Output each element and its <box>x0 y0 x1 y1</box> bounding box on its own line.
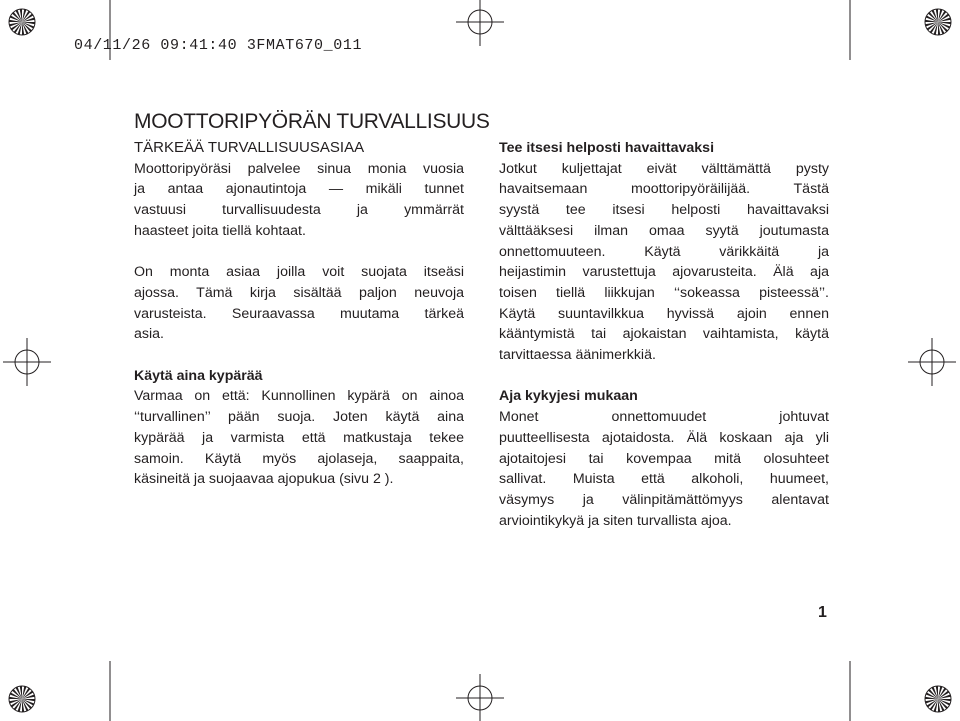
text-line: asia. <box>134 326 164 343</box>
text-line: varusteista. Seuraavassa muutama tärkeä <box>134 305 464 322</box>
text-line: Monet onnettomuudet johtuvat <box>499 409 829 426</box>
protection-paragraph <box>134 262 464 345</box>
visibility-heading: Tee itsesi helposti havaittavaksi <box>499 140 715 156</box>
text-line: kääntymistä tai ajokaistan vaihtamista, käytä <box>499 326 829 343</box>
registration-target-icon <box>925 686 951 712</box>
crosshair-icon <box>3 338 51 386</box>
text-line: ajossa. Tämä kirja sisältää paljon neuvoja <box>134 284 464 301</box>
crosshair-icon <box>456 0 504 46</box>
intro-paragraph <box>134 159 464 242</box>
text-line: puutteellisesta ajotaidosta. Älä koskaan aja yli <box>499 429 829 446</box>
text-line: kypärää ja varmista että matkustaja tekee <box>134 429 464 446</box>
text-line: Käytä suuntavilkkua hyvissä ajoin ennen <box>499 305 829 322</box>
registration-target-icon <box>9 686 35 712</box>
text-line: Moottoripyöräsi palvelee sinua monia vuosia <box>134 160 464 177</box>
helmet-heading: Käytä aina kypärää <box>134 367 263 384</box>
crosshair-icon <box>456 674 504 721</box>
text-line: Varmaa on että: Kunnollinen kypärä on ainoa <box>134 388 464 405</box>
text-line: On monta asiaa joilla voit suojata itseäsi <box>134 264 464 281</box>
crosshair-icon <box>908 338 956 386</box>
text-line: toisen tiellä liikkujan ‘‘sokeassa pisteessä’’. <box>499 284 829 301</box>
limits-heading: Aja kykyjesi mukaan <box>499 388 638 405</box>
text-line: Jotkut kuljettajat eivät välttämättä pysty <box>499 160 829 177</box>
text-line: välttääksesi ilman omaa syytä joutumasta <box>499 222 829 239</box>
page-title: MOOTTORIPYÖRÄN TURVALLISUUS <box>134 110 490 133</box>
text-line: vastuusi turvallisuudesta ja ymmärrät <box>134 202 464 219</box>
text-line: heijastimin varustettuja ajovarusteita. Älä aja <box>499 264 829 281</box>
text-line: ‘‘turvallinen’’ pään suoja. Joten käytä aina <box>134 409 464 426</box>
right-column <box>499 138 829 531</box>
text-line: syystä tee itsesi helposti havaittavaksi <box>499 202 829 219</box>
section-subtitle: TÄRKEÄÄ TURVALLISUUSASIAA <box>134 139 365 156</box>
visibility-paragraph <box>499 159 829 366</box>
text-line: väsymys ja välinpitämättömyys alentavat <box>499 491 829 508</box>
limits-paragraph <box>499 407 829 531</box>
helmet-paragraph <box>134 386 464 490</box>
page-number: 1 <box>818 604 827 621</box>
text-line: ja antaa ajonautintoja — mikäli tunnet <box>134 181 464 198</box>
registration-target-icon <box>9 9 35 35</box>
text-line: tarvittaessa äänimerkkiä. <box>499 347 656 364</box>
text-line: onnettomuuteen. Käytä värikkäitä ja <box>499 243 829 260</box>
text-line: käsineitä ja suojaavaa ajopukua (sivu 2 ). <box>134 471 394 488</box>
print-header-stamp: 04/11/26 09:41:40 3FMAT670_011 <box>74 37 363 54</box>
registration-target-icon <box>925 9 951 35</box>
text-line: sallivat. Muista että alkoholi, huumeet, <box>499 471 829 488</box>
text-line: samoin. Käytä myös ajolaseja, saappaita, <box>134 450 464 467</box>
text-line: ajotaitojesi tai kovempaa mitä olosuhteet <box>499 450 829 467</box>
text-line: arviointikykyä ja siten turvallista ajoa. <box>499 512 732 529</box>
text-line: havaitsemaan moottoripyöräilijää. Tästä <box>499 181 829 198</box>
left-column <box>134 138 464 490</box>
text-line: haasteet joita tiellä kohtaat. <box>134 222 306 239</box>
